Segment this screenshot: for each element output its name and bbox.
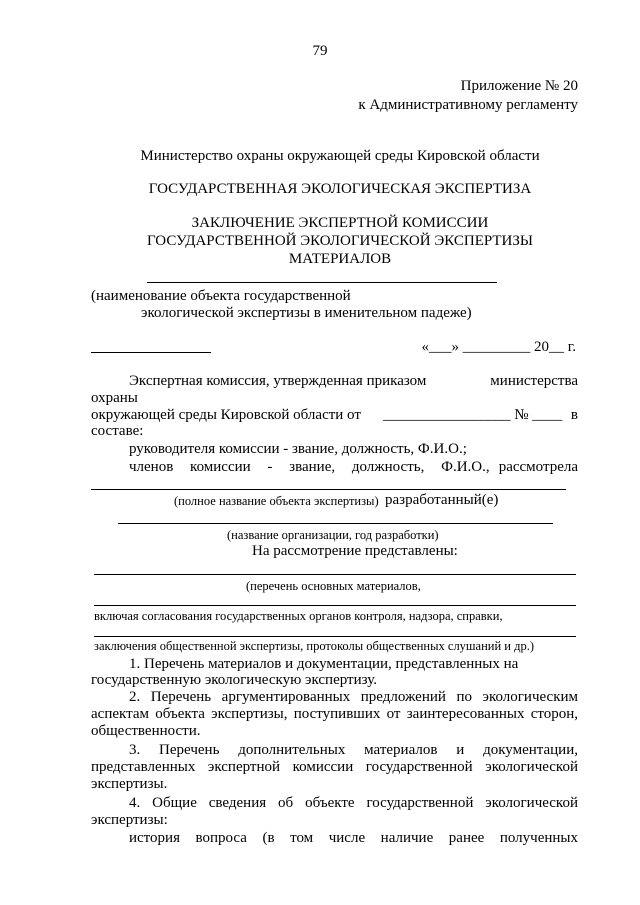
- organization-caption: (название организации, год разработки): [227, 528, 439, 542]
- commission-members: членов комиссии - звание, должность, Ф.И.О.,: [129, 459, 490, 475]
- item-1-line-2: государственную экологическую экспертизу.: [91, 672, 377, 688]
- materials-caption-1: (перечень основных материалов,: [246, 579, 421, 593]
- object-name-blank: [147, 282, 497, 283]
- materials-caption-2: включая согласования государственных органов контроля, надзора, справки,: [94, 609, 503, 623]
- commission-text-1-right: министерства: [490, 373, 578, 389]
- commission-members-right: рассмотрела: [498, 459, 578, 475]
- conclusion-title-line-1: ЗАКЛЮЧЕНИЕ ЭКСПЕРТНОЙ КОМИССИИ: [191, 215, 489, 231]
- order-date-number-blanks: _________________ № ____: [383, 407, 563, 423]
- appendix-number: Приложение № 20: [460, 78, 578, 94]
- page-number: 79: [312, 43, 328, 59]
- commission-text-3: окружающей среды Кировской области от: [91, 407, 361, 423]
- commission-head: руководителя комиссии - звание, должность, Ф.И.О.;: [129, 441, 467, 457]
- materials-blank-3: [94, 636, 576, 637]
- conclusion-title-line-2: ГОСУДАРСТВЕННОЙ ЭКОЛОГИЧЕСКОЙ ЭКСПЕРТИЗЫ: [147, 233, 533, 249]
- materials-blank-2: [94, 605, 576, 606]
- item-3-line-2: представленных экспертной комиссии государственной экологической: [91, 759, 578, 775]
- materials-caption-3: заключения общественной экспертизы, протоколы общественных слушаний и др.): [94, 639, 535, 653]
- date-line: «___» _________ 20__ г.: [421, 339, 576, 355]
- materials-blank-1: [94, 574, 576, 575]
- commission-text-3-right: в: [570, 407, 578, 423]
- item-3-line-1: 3. Перечень дополнительных материалов и документации,: [129, 742, 578, 758]
- submitted-heading: На рассмотрение представлены:: [252, 543, 458, 559]
- ministry-name: Министерство охраны окружающей среды Кировской области: [140, 148, 540, 164]
- item-3-line-3: экспертизы.: [91, 776, 168, 792]
- conclusion-title-line-3: МАТЕРИАЛОВ: [288, 251, 392, 267]
- object-full-caption: (полное название объекта экспертизы): [174, 494, 379, 508]
- place-blank: [91, 352, 211, 353]
- object-caption-line-2: экологической экспертизы в именительном падеже): [141, 305, 472, 321]
- item-1-line-1: 1. Перечень материалов и документации, представленных на: [129, 656, 519, 672]
- item-4-line-2: экспертизы:: [91, 812, 168, 828]
- commission-text-4: составе:: [91, 423, 144, 439]
- expertise-title: ГОСУДАРСТВЕННАЯ ЭКОЛОГИЧЕСКАЯ ЭКСПЕРТИЗА: [148, 181, 532, 197]
- object-full-name-blank: [91, 489, 566, 490]
- item-2-line-2: аспектам объекта экспертизы, поступивших от заинтересованных сторон,: [91, 706, 578, 722]
- developed-label: разработанный(е): [385, 492, 499, 508]
- appendix-reference: к Административному регламенту: [358, 97, 578, 113]
- commission-text-2: охраны: [91, 390, 138, 406]
- item-4-line-1: 4. Общие сведения об объекте государственной экологической: [129, 795, 578, 811]
- item-2-line-1: 2. Перечень аргументированных предложений по экологическим: [129, 689, 578, 705]
- organization-blank: [118, 523, 553, 524]
- item-4-line-3: история вопроса (в том числе наличие ранее полученных: [129, 830, 578, 846]
- item-2-line-3: общественности.: [91, 723, 201, 739]
- object-caption-line-1: (наименование объекта государственной: [91, 288, 351, 304]
- commission-text-1: Экспертная комиссия, утвержденная приказом: [129, 373, 427, 389]
